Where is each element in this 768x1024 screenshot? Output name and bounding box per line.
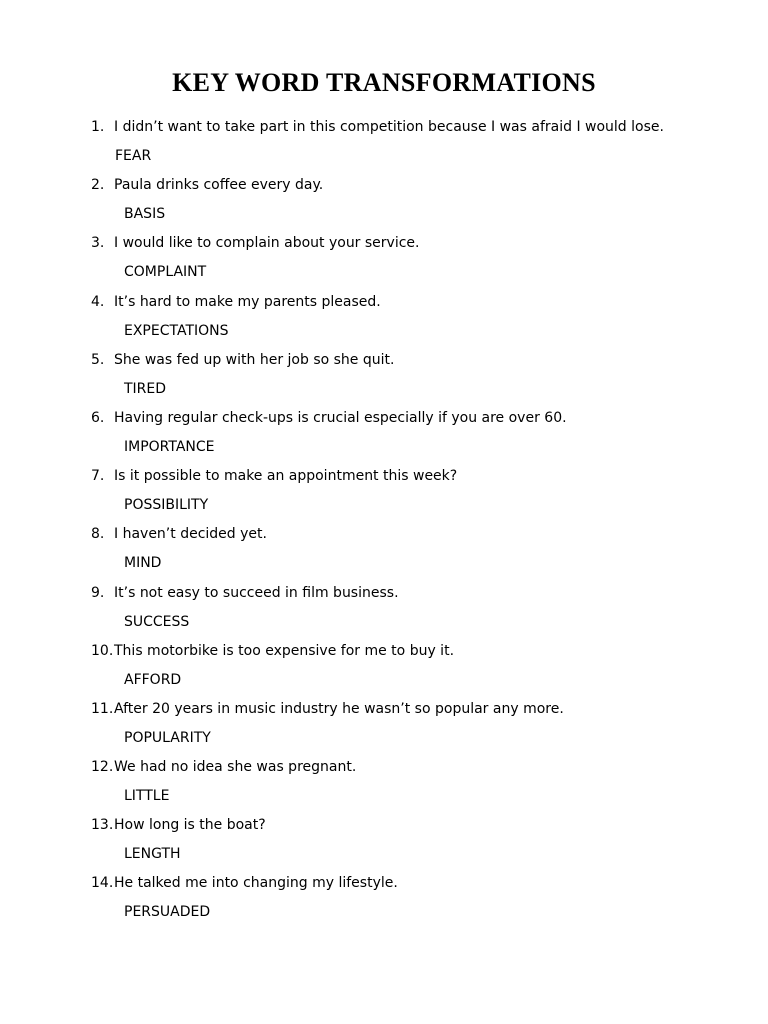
list-item xyxy=(0,407,768,465)
item-number: 9. xyxy=(91,584,105,601)
item-keyword: SUCCESS xyxy=(124,613,190,630)
item-keyword: TIRED xyxy=(124,380,167,397)
item-number: 1. xyxy=(91,119,105,135)
item-number: 7. xyxy=(91,468,105,485)
item-sentence: We had no idea she was pregnant. xyxy=(114,759,357,776)
item-number: 2. xyxy=(91,177,105,194)
exercise-list xyxy=(0,116,768,931)
list-item xyxy=(0,872,768,930)
item-sentence: Paula drinks coffee every day. xyxy=(114,177,324,194)
item-number: 12. xyxy=(91,759,114,776)
item-keyword: IMPORTANCE xyxy=(124,438,215,455)
item-sentence: How long is the boat? xyxy=(114,817,266,834)
item-keyword: MIND xyxy=(124,555,162,572)
list-item xyxy=(0,640,768,698)
item-number: 4. xyxy=(91,293,105,310)
item-sentence: It’s hard to make my parents pleased. xyxy=(114,293,381,310)
item-number: 13. xyxy=(91,817,114,834)
list-item xyxy=(0,698,768,756)
item-keyword: LENGTH xyxy=(124,846,181,863)
item-sentence: After 20 years in music industry he wasn’t so popular any more. xyxy=(114,700,564,717)
list-item xyxy=(0,814,768,872)
item-keyword: PERSUADED xyxy=(124,904,211,921)
list-item xyxy=(0,232,768,290)
list-item xyxy=(0,756,768,814)
item-sentence: I would like to complain about your service. xyxy=(114,235,420,252)
item-number: 11. xyxy=(91,700,114,717)
item-sentence: He talked me into changing my lifestyle. xyxy=(114,875,398,892)
item-keyword: LITTLE xyxy=(124,788,170,805)
item-sentence: Is it possible to make an appointment this week? xyxy=(114,468,458,485)
item-number: 3. xyxy=(91,235,105,252)
page-title: KEY WORD TRANSFORMATIONS xyxy=(172,68,596,97)
list-item xyxy=(0,116,768,174)
item-keyword: EXPECTATIONS xyxy=(124,322,229,339)
item-sentence: I didn’t want to take part in this competition because I was afraid I would lose. xyxy=(114,119,664,135)
item-sentence: I haven’t decided yet. xyxy=(114,526,267,543)
item-number: 5. xyxy=(91,351,105,368)
list-item xyxy=(0,349,768,407)
item-keyword: BASIS xyxy=(124,206,166,223)
item-keyword: COMPLAINT xyxy=(124,264,207,281)
item-number: 10. xyxy=(91,642,114,659)
list-item xyxy=(0,523,768,581)
list-item xyxy=(0,582,768,640)
item-sentence: It’s not easy to succeed in film business. xyxy=(114,584,399,601)
item-number: 8. xyxy=(91,526,105,543)
item-keyword: FEAR xyxy=(115,148,152,164)
list-item xyxy=(0,291,768,349)
list-item xyxy=(0,465,768,523)
item-sentence: Having regular check-ups is crucial especially if you are over 60. xyxy=(114,409,567,426)
item-sentence: She was fed up with her job so she quit. xyxy=(114,351,395,368)
item-number: 6. xyxy=(91,409,105,426)
item-number: 14. xyxy=(91,875,114,892)
item-keyword: POPULARITY xyxy=(124,729,211,746)
list-item xyxy=(0,174,768,232)
item-keyword: AFFORD xyxy=(124,671,182,688)
item-sentence: This motorbike is too expensive for me to buy it. xyxy=(114,642,455,659)
item-keyword: POSSIBILITY xyxy=(124,497,209,514)
